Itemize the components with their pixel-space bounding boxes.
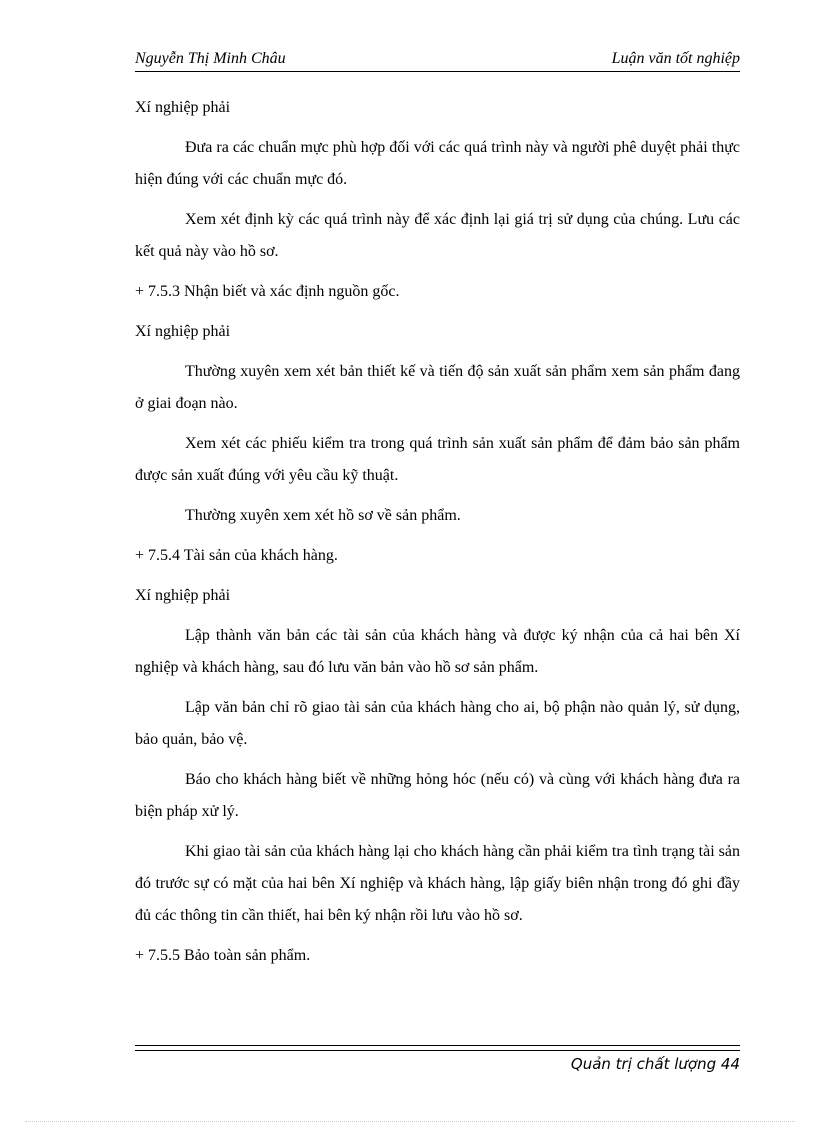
paragraph: Báo cho khách hàng biết về những hỏng hóc (nếu có) và cùng với khách hàng đưa ra biện pháp xử lý. — [135, 771, 740, 820]
section-heading: + 7.5.3 Nhận biết và xác định nguồn gốc. — [135, 283, 400, 300]
paragraph: Thường xuyên xem xét hồ sơ về sản phẩm. — [185, 507, 461, 524]
footer-rule — [135, 1045, 740, 1051]
paragraph: Xí nghiệp phải — [135, 323, 231, 340]
page-edge-divider — [25, 1121, 795, 1122]
page-header — [135, 50, 740, 72]
header-rule — [135, 71, 740, 72]
paragraph: Xí nghiệp phải — [135, 99, 231, 116]
body-text — [135, 92, 740, 980]
paragraph: Khi giao tài sản của khách hàng lại cho khách hàng cần phải kiểm tra tình trạng tài sản đó trước sự có mặt của hai bên Xí nghiệp và khách hàng, lập giấy biên nhận trong đó ghi đầy đủ các thông tin cần thiết, hai bên ký nhận rồi lưu vào hồ sơ. — [135, 843, 740, 924]
paragraph: Lập thành văn bản các tài sản của khách hàng và được ký nhận của cả hai bên Xí nghiệp và khách hàng, sau đó lưu văn bản vào hồ sơ sản phẩm. — [135, 627, 740, 676]
paragraph: Lập văn bản chỉ rõ giao tài sản của khách hàng cho ai, bộ phận nào quản lý, sử dụng, bảo quản, bảo vệ. — [135, 699, 740, 748]
paragraph: Xem xét định kỳ các quá trình này để xác định lại giá trị sử dụng của chúng. Lưu các kết quả này vào hồ sơ. — [135, 211, 740, 260]
paragraph: Thường xuyên xem xét bản thiết kế và tiến độ sản xuất sản phẩm xem sản phẩm đang ở giai đoạn nào. — [135, 363, 740, 412]
paragraph: Xí nghiệp phải — [135, 587, 231, 604]
page-footer: Quản trị chất lượng 44 — [570, 1055, 740, 1073]
section-heading: + 7.5.5 Bảo toàn sản phẩm. — [135, 947, 311, 964]
document-page — [135, 0, 740, 1123]
paragraph: Đưa ra các chuẩn mực phù hợp đối với các quá trình này và người phê duyệt phải thực hiện đúng với các chuẩn mực đó. — [135, 139, 740, 188]
header-author: Nguyễn Thị Minh Châu — [135, 50, 286, 67]
header-doc-type: Luận văn tốt nghiệp — [611, 50, 740, 67]
section-heading: + 7.5.4 Tài sản của khách hàng. — [135, 547, 338, 564]
paragraph: Xem xét các phiếu kiểm tra trong quá trình sản xuất sản phẩm để đảm bảo sản phẩm được sản xuất đúng với yêu cầu kỹ thuật. — [135, 435, 740, 484]
